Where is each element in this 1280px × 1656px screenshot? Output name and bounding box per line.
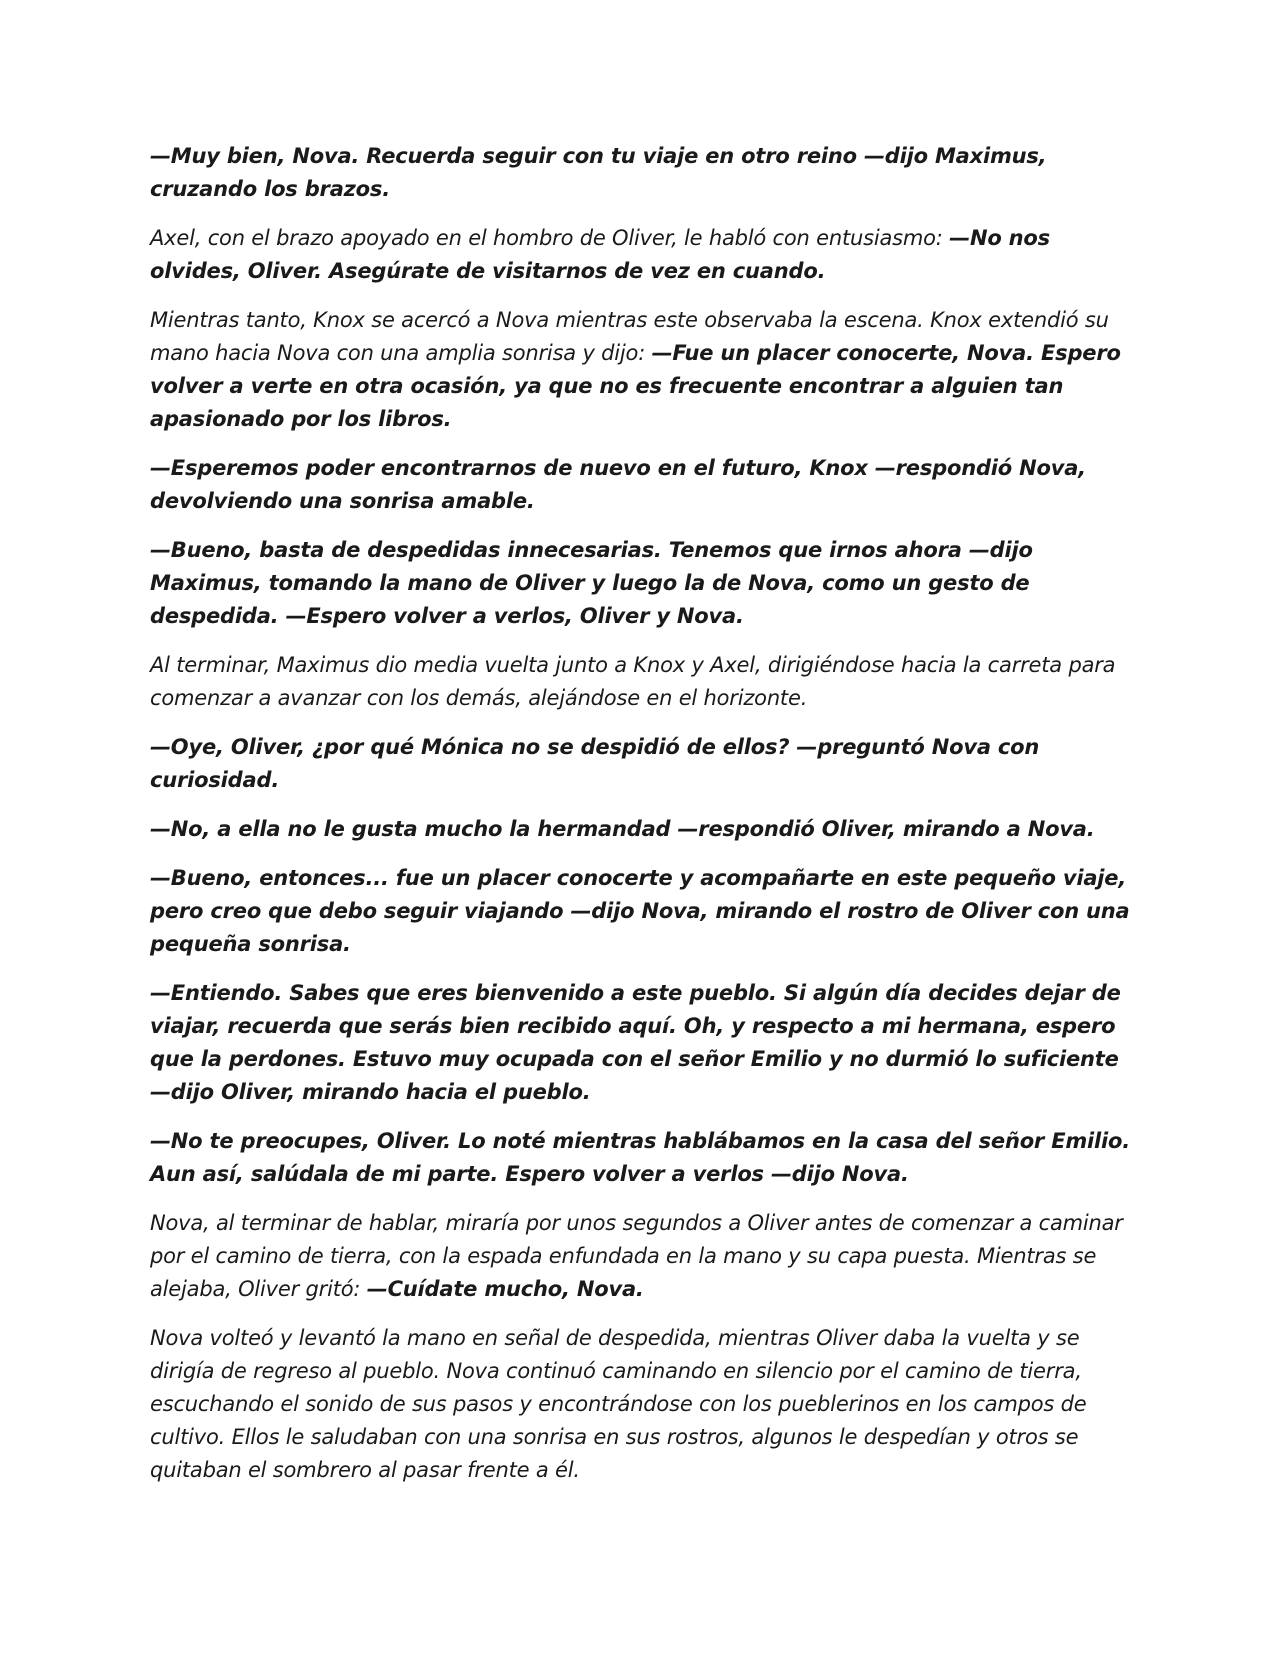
paragraph-oliver-welcome: —Entiendo. Sabes que eres bienvenido a este pueblo. Si algún día decides dejar de viajar, recuerda que serás bien recibido aquí. Oh, y respecto a mi hermana, espero que la perdones. Estuvo muy ocupada con el señor Emilio y no durmió lo suficiente —dijo Oliver, mirando hacia el pueblo. [150,981,1121,1104]
paragraph-nova-replies-knox: —Esperemos poder encontrarnos de nuevo en el futuro, Knox —respondió Nova, devolviendo una sonrisa amable. [150,456,1086,513]
paragraph-oliver-answers: —No, a ella no le gusta mucho la hermandad —respondió Oliver, mirando a Nova. [150,817,1095,841]
paragraph-maximus-leaves: —Bueno, basta de despedidas innecesarias. Tenemos que irnos ahora —dijo Maximus, tomando la mano de Oliver y luego la de Nova, como un gesto de despedida. —Espero volver a verlos, Oliver y Nova. [150,538,1033,628]
paragraph-nova-walks [150,1207,1135,1306]
narration-text: Axel, con el brazo apoyado en el hombro de Oliver, le habló con entusiasmo: [150,226,950,250]
paragraph-nova-final-words: —No te preocupes, Oliver. Lo noté mientras hablábamos en la casa del señor Emilio. Aun así, salúdala de mi parte. Espero volver a verlos —dijo Nova. [150,1129,1131,1186]
paragraph-narration-departure: Al terminar, Maximus dio media vuelta junto a Knox y Axel, dirigiéndose hacia la carreta para comenzar a avanzar con los demás, alejándose en el horizonte. [150,653,1116,710]
paragraph-knox-speaks [150,304,1135,436]
dialogue-text: —No nos olvides, Oliver. Asegúrate de visitarnos de vez en cuando. [150,226,1050,283]
paragraph-nova-asks: —Oye, Oliver, ¿por qué Mónica no se despidió de ellos? —preguntó Nova con curiosidad. [150,735,1040,792]
dialogue-text: —Fue un placer conocerte, Nova. Espero volver a verte en otra ocasión, ya que no es frecuente encontrar a alguien tan apasionado por los libros. [150,341,1121,431]
narration-text: Mientras tanto, Knox se acercó a Nova mientras este observaba la escena. Knox extendió su mano hacia Nova con una amplia sonrisa y dijo: [150,308,1109,365]
narration-text: Nova, al terminar de hablar, miraría por unos segundos a Oliver antes de comenzar a caminar por el camino de tierra, con la espada enfundada en la mano y su capa puesta. Mientras se alejaba, Oliver gritó: [150,1211,1123,1301]
paragraph-axel-speaks [150,222,1135,288]
paragraph-nova-goodbye: —Bueno, entonces... fue un placer conocerte y acompañarte en este pequeño viaje, pero creo que debo seguir viajando —dijo Nova, mirando el rostro de Oliver con una pequeña sonrisa. [150,866,1130,956]
paragraph-maximus-farewell: —Muy bien, Nova. Recuerda seguir con tu viaje en otro reino —dijo Maximus, cruzando los brazos. [150,144,1047,201]
paragraph-closing-narration: Nova volteó y levantó la mano en señal de despedida, mientras Oliver daba la vuelta y se dirigía de regreso al pueblo. Nova continuó caminando en silencio por el camino de tierra, escuchando el sonido de sus pasos y encontrándose con los pueblerinos en los campos de cultivo. Ellos le saludaban con una sonrisa en sus rostros, algunos le despedían y otros se quitaban el sombrero al pasar frente a él. [150,1326,1087,1482]
document-page [150,140,1135,1503]
dialogue-text: —Cuídate mucho, Nova. [366,1277,644,1301]
